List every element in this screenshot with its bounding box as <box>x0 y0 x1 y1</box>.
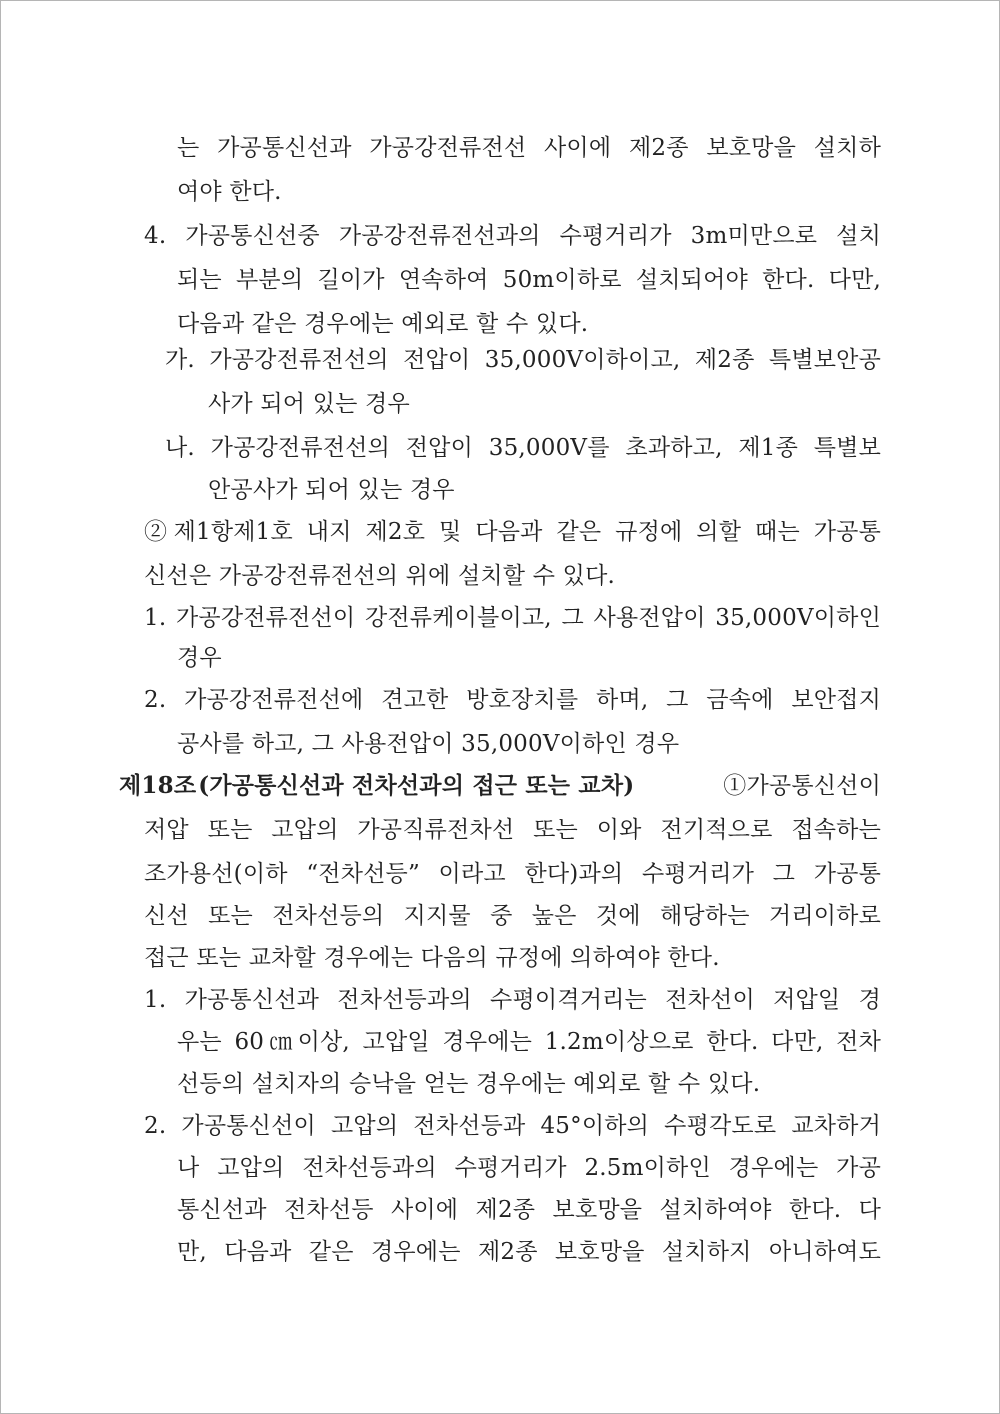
text-line: 신선 또는 전차선등의 지지물 중 높은 것에 해당하는 거리이하로 <box>144 903 881 929</box>
text-line: 나. 가공강전류전선의 전압이 35,000V를 초과하고, 제1종 특별보 <box>165 435 881 461</box>
text-line: 가. 가공강전류전선의 전압이 35,000V이하이고, 제2종 특별보안공 <box>165 347 881 373</box>
text-line: 공사를 하고, 그 사용전압이 35,000V이하인 경우 <box>177 731 680 757</box>
text-line: 다음과 같은 경우에는 예외로 할 수 있다. <box>177 311 589 337</box>
text-line: 조가용선(이하 “전차선등” 이라고 한다)과의 수평거리가 그 가공통 <box>144 861 881 887</box>
text-line: 는 가공통신선과 가공강전류전선 사이에 제2종 보호망을 설치하 <box>177 135 881 161</box>
text-line: 안공사가 되어 있는 경우 <box>208 477 455 503</box>
text-line: 2. 가공강전류전선에 견고한 방호장치를 하며, 그 금속에 보안접지 <box>144 687 881 713</box>
article-title: (가공통신선과 전차선과의 접근 또는 교차) <box>198 772 635 799</box>
text-line: 되는 부분의 길이가 연속하여 50m이하로 설치되어야 한다. 다만, <box>177 267 881 293</box>
text-line: 사가 되어 있는 경우 <box>208 391 410 417</box>
text-line: 통신선과 전차선등 사이에 제2종 보호망을 설치하여야 한다. 다 <box>177 1197 881 1223</box>
text-line: 선등의 설치자의 승낙을 얻는 경우에는 예외로 할 수 있다. <box>177 1071 761 1097</box>
article-lead-text: ①가공통신선이 <box>723 773 881 799</box>
text-line: 여야 한다. <box>177 179 282 205</box>
article-18-heading <box>119 771 881 801</box>
text-line: 2. 가공통신선이 고압의 전차선등과 45°이하의 수평각도로 교차하거 <box>144 1113 881 1139</box>
text-line: 접근 또는 교차할 경우에는 다음의 규정에 의하여야 한다. <box>144 945 720 971</box>
text-line: 4. 가공통신선중 가공강전류전선과의 수평거리가 3m미만으로 설치 <box>144 223 881 249</box>
text-line: 우는 60㎝이상, 고압일 경우에는 1.2m이상으로 한다. 다만, 전차 <box>177 1029 881 1055</box>
article-number: 제18조 <box>119 772 197 799</box>
text-line: ②제1항제1호 내지 제2호 및 다음과 같은 규정에 의할 때는 가공통 <box>144 519 881 545</box>
text-line: 신선은 가공강전류전선의 위에 설치할 수 있다. <box>144 563 616 589</box>
text-line: 경우 <box>177 645 222 671</box>
text-line: 나 고압의 전차선등과의 수평거리가 2.5m이하인 경우에는 가공 <box>177 1155 881 1181</box>
text-line: 1. 가공통신선과 전차선등과의 수평이격거리는 전차선이 저압일 경 <box>144 987 881 1013</box>
text-line: 1. 가공강전류전선이 강전류케이블이고, 그 사용전압이 35,000V이하인 <box>144 605 881 631</box>
text-line: 만, 다음과 같은 경우에는 제2종 보호망을 설치하지 아니하여도 <box>177 1239 881 1265</box>
text-line: 저압 또는 고압의 가공직류전차선 또는 이와 전기적으로 접속하는 <box>144 817 881 843</box>
